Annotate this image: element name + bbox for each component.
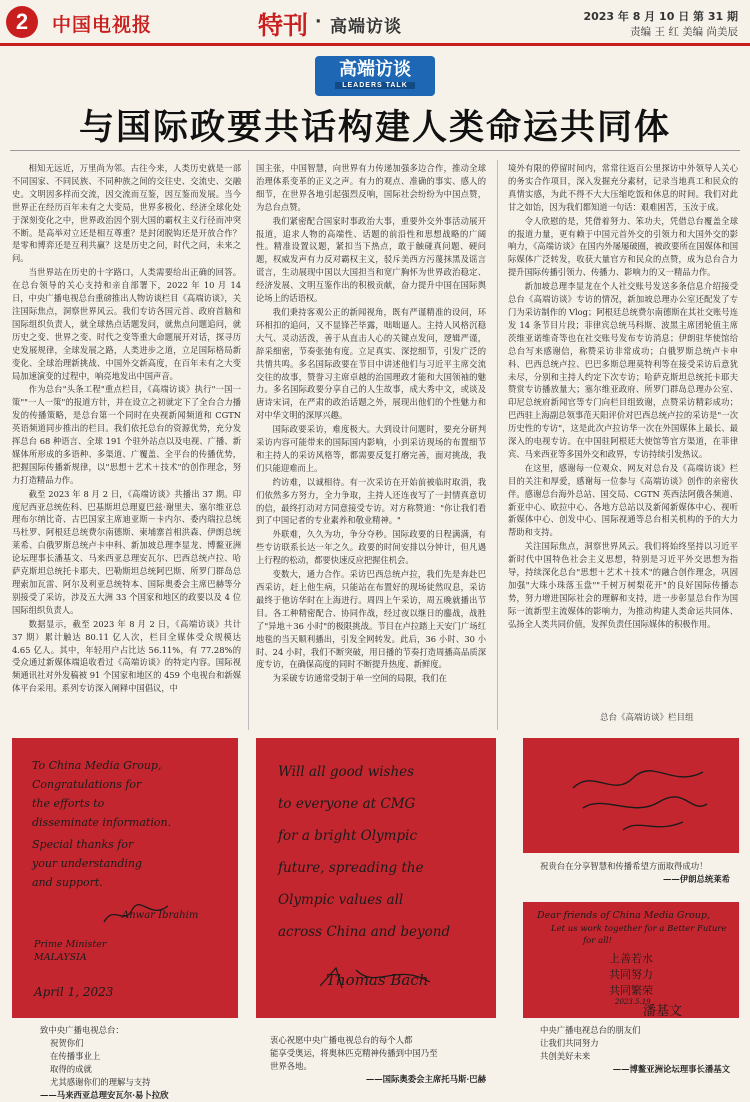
letter-line: Olympic values all xyxy=(278,892,404,908)
letter-line: Special thanks for xyxy=(32,838,134,851)
letter-line: the efforts to xyxy=(32,797,105,810)
chinese-line: 共同努力 xyxy=(609,968,653,981)
paragraph: 境外有限的停留时间内，常常往返百公里探访中外领导人关心的务实合作项目，深入发掘充分素材，记录当地真工和民众的真情实感，为此不得不大大压缩吃饭和休息的时间。我们对此甘之如饴，因为我们都知道一句话：艰难困苦，玉汝于成。 xyxy=(508,163,738,212)
signature-name: Anwar Ibrahim xyxy=(122,910,199,921)
paragraph: 外联难，久久为功，争分夺秒。国际政要的日程满满，有些专访联系长达一年之久。政要的时间安排以分钟计，但凡遇上行程的松动，都要快速反应把握住机会。 xyxy=(256,529,486,566)
letter-line: Congratulations for xyxy=(32,778,142,791)
caption-ban xyxy=(540,1024,740,1076)
paragraph: 相知无远近，万里尚为邻。古往今来，人类历史就是一部不同国家、不同民族、不同种族之间的交往史、交流史、交融史。文明因多样而交流，因交流而互鉴，因互鉴而发展。当今世界正在经历百年未有之大变局，世界多极化、经济全球化处于深刻变化之中，世界政治因个别大国的霸权主义行径而冲突不断。是高举对立还是相互尊重？是封闭脱钩还是开放合作？是零和博弈还是互利共赢？这是历史之问，时代之问，未来之问。 xyxy=(12,163,241,264)
paragraph: 令人欣慰的是，凭借着努力、笨功夫，凭借总台覆盖全球的报道力量，更有赖于中国元首外交的引领力和大国外交的影响力，《高端访谈》在国内外屡屡破圈，被政要所在国媒体和国际媒体广泛转发，收获大量官方和民众的点赞，成为总台合力提升国际传播引领力、传播力、影响力的又一精品力作。 xyxy=(508,215,738,278)
letter-line: and support. xyxy=(32,876,103,889)
article-column-1 xyxy=(12,162,241,730)
leaders-talk-banner xyxy=(315,56,435,96)
title-line: Prime Minister xyxy=(34,939,107,950)
chinese-line: 共同繁荣 xyxy=(609,984,653,997)
caption-line: 致中央广播电视总台： xyxy=(40,1025,124,1035)
column-divider xyxy=(497,160,498,730)
caption-line: 共创美好未来 xyxy=(540,1051,591,1061)
headline: 与国际政要共话构建人类命运共同体 xyxy=(78,107,671,148)
persian-inscription-scribble xyxy=(563,758,713,838)
paragraph: 变数大，通力合作。采访巴西总统卢拉，我们先是奔赴巴西采访，赶上他生病，只能站在布置好的现场徒然叹息，采访最终于他访华时在上海进行。周四上午采访，周五晚就播出节目。各工种精密配合、协同作战，经过夜以继日的鏖战，战胜了"异地＋36 小时"的极限挑战。节目在卢拉踏上天安门广场红地毯的当天顺利播出，引发全网转发。此后，36 小时、30 小时、24 小时，我们不断突破，用日播的节奏打造周播高品质深度专访，在确保高度的同时不断提升热度、新鲜度。 xyxy=(256,569,486,670)
letter-line: to everyone at CMG xyxy=(278,796,416,812)
paragraph: 数据显示，截至 2023 年 8 月 2 日，《高端访谈》共计 37 期）累计触达 80.11 亿人次，栏目全媒体受众规模达 4.65 亿人。其中，年轻用户占比达 56.11%，有 77.28%的受众通过新媒体端追收看过《高端访谈》的特定内容。国际视频通讯社对外发稿被 91 个国家和地区的 459 个电视台和新媒体平台采用。系列专访深入阐释中国倡议，中 xyxy=(12,618,241,694)
caption-line: 能享受奥运，将奥林匹克精神传播到中国乃至 xyxy=(270,1048,438,1058)
letter-thomas-bach xyxy=(256,738,496,1018)
paragraph: 作为总台"头条工程"重点栏目，《高端访谈》执行"一国一策""一人一策"的报道方针，并在设立之初就定下了全台合力播发的传播策略，是总台第一个同时在央视新闻频道和 CGTN 英语频道同步推出的栏目。我们依托总台的资源优势，充分发挥总台 68 种语言、全球 191 个驻外站点以及电视、广播、新媒体所形成的多语种、多渠道、广覆盖、全平台的传播优势，把握国际传播新规律，以"思想＋艺术＋技术"的创作理念，努力打造精品力作。 xyxy=(12,384,241,485)
paragraph: 国际政要采访，难度极大。大到设计问题时，要充分研判采访内容可能带来的国际国内影响，小到采访现场的布置细节和主持人的采访风格等，都需要反复打磨完善，面对挑战，我们只能迎难而上。 xyxy=(256,424,486,473)
letter-date: April 1, 2023 xyxy=(34,985,114,999)
caption-line: 祝贵台在分享智慧和传播希望方面取得成功！ xyxy=(540,861,708,871)
issue-date: 2023 年 8 月 10 日 第 31 期 xyxy=(583,10,738,23)
paragraph: 关注国际焦点，洞察世界风云。我们将始终坚持以习近平新时代中国特色社会主义思想，特别是习近平外交思想为指导，持续深化总台"思想＋艺术＋技术"的融合创作理念，巩固加强"大珠小珠落玉盘""千树万树梨花开"的良好国际传播态势，努力增进国际社会的理解和支持，进一步彰显总台作为国际一流新型主流媒体的影响力，为推动构建人类命运共同体、弘扬全人类共同价值，发挥负责任国际媒体的积极作用。 xyxy=(508,541,738,629)
letter-line: for a bright Olympic xyxy=(278,828,418,844)
caption-credit: ——国际奥委会主席托马斯·巴赫 xyxy=(365,1074,486,1084)
article-column-3 xyxy=(508,162,738,710)
paragraph: 当世界站在历史的十字路口，人类需要给出正确的回答。在总台领导的关心支持和亲自部署下，2022 年 10 月 14 日，中央广播电视总台重磅推出人物访谈栏目《高端访谈》，关注国际焦点，洞察世界风云。我们专访各国元首、政府首脑和国际组织负责人，就全球热点话题发问，就焦点问题追问，就历史之变、世界之变、时代之变等重大命题展开对话，探寻历史发展规律，全球发展之路，人类进步之道，立足国际格局新变化、全球治理新挑战、中国外交新高度，在百年未有之大变局加速演变的过程中，响亮地发出中国声音。 xyxy=(12,267,241,381)
letter-date: 2023.5.19 xyxy=(615,998,651,1006)
letter-line: your understanding xyxy=(32,857,143,870)
caption-line: 在传播事业上 xyxy=(50,1051,101,1061)
caption-line: 中央广播电视总台的朋友们 xyxy=(540,1025,641,1035)
signature-scribble xyxy=(102,898,172,928)
title-line: MALAYSIA xyxy=(34,952,87,963)
caption-bach xyxy=(270,1034,490,1086)
banner-title: 高端访谈 xyxy=(339,59,411,80)
caption-line: 取得的成就 xyxy=(50,1064,92,1074)
letter-line: across China and beyond xyxy=(278,924,451,940)
caption-line: 让我们共同努力 xyxy=(540,1038,599,1048)
paragraph: 截至 2023 年 8 月 2 日，《高端访谈》共播出 37 期。印度尼西亚总统佐科、巴基斯坦总理夏巴兹·谢里夫、塞尔维亚总理布尔纳比奇、古巴国家主席迪亚斯－卡内尔、委内瑞拉总统马杜罗、阿根廷总统费尔南德斯、柬埔寨首相洪森、伊朗总统莱希、白俄罗斯总统卢卡申科、新加坡总理李显龙、博鳌亚洲论坛理事长潘基文、马来西亚总理安瓦尔、巴西总统卢拉、哈萨克斯坦总统托卡耶夫、巴勒斯坦总统阿巴斯、所罗门群岛总理索加瓦雷、阿尔及利亚总统特本、国际奥委会主席巴赫等分别接受了采访，涉及五大洲 33 个国家和地区的政要以及 4 位国际组织负责人。 xyxy=(12,488,241,615)
letter-ban-ki-moon xyxy=(523,902,739,1018)
signature-name: 潘基文 xyxy=(643,1004,683,1018)
newspaper-logo: 中国电视报 xyxy=(52,14,153,36)
paragraph: 为采破专访通常受制于单一空间的局限，我们在 xyxy=(272,673,447,684)
chinese-line: 上善若水 xyxy=(609,952,653,965)
column-name: 高端访谈 xyxy=(330,17,402,37)
letter-line: To China Media Group, xyxy=(32,759,162,772)
letter-anwar-ibrahim xyxy=(12,738,238,1018)
special-edition-label: 特刊 xyxy=(258,11,309,40)
signature-name: Thomas Bach xyxy=(326,971,429,989)
caption-credit: ——博鳌亚洲论坛理事长潘基文 xyxy=(612,1064,730,1074)
masthead-rule xyxy=(0,43,750,46)
letter-raisi xyxy=(523,738,739,853)
caption-anwar xyxy=(40,1024,240,1102)
column-divider xyxy=(248,160,249,730)
signature-scribble xyxy=(316,960,436,994)
caption-line: 尤其感谢你们的理解与支持 xyxy=(50,1077,151,1087)
letter-line: for all! xyxy=(583,936,612,946)
paragraph: 新加坡总理李显龙在个人社交账号发送多条信息介绍接受总台《高端访谈》专访的情况，新加坡总理办公室还配发了专门为采访制作的 Vlog；阿根廷总统费尔南德斯在其社交账号连发 14 条节目片段；菲律宾总统马科斯、波黑主席团轮值主席茨维亚诺维奇等也在社交账号发布专访消息；伊朗驻华使馆给总台写来感谢信，称赞采访非常成功；白俄罗斯总统卢卡申科、巴西总统卢拉、巴巴多斯总理莫特利等在接受采访后意犹未尽，分别和主持人约定下次专访；哈萨克斯坦总统托卡耶夫赞赏专访播放量大；塞尔维亚政府、所罗门群岛总理办公室、印尼总统府新闻官等专门向栏目组致谢，点赞采访精彩成功；巴西驻上海副总领事范天阳评价对巴西总统卢拉的采访是"一次历史性的专访"，这是此次卢拉访华一次在外国媒体上最长、最深入的电视专访。在中国驻阿根廷大使馆等官方渠道，在菲律宾、马来西亚等多国外交和政界，专访持续引发热议。 xyxy=(508,281,738,459)
letter-line: Let us work together for a Better Future xyxy=(551,924,727,934)
paragraph: 我们秉持客观公正的新闻视角，既有严谨精准的设问，环环相扣的追问，又不显锋芒毕露，咄咄逼人。主持人风格沉稳大气、灵动活泼，善于从直击人心的关键点发问，逻辑严谨，辞采细密，节奏张弛有度。立足真实、深挖细节，引发广泛的共情共鸣。多名国际政要在节目中讲述他们与习近平主席交流交往的故事，赞誉习主席卓越的治国理政才能和大国领袖的魅力。多名国际政要分享自己的人生故事，成大秀中文，或谈及唐诗宋词，在严肃的政治话题之外，展现出他们的个性魅力和对中华文明的深厚兴趣。 xyxy=(256,306,486,421)
author-sign-off: 总台《高端访谈》栏目组 xyxy=(600,713,694,723)
letter-line: Will all good wishes xyxy=(278,764,415,780)
page-number: 2 xyxy=(6,6,38,38)
caption-credit: ——伊朗总统莱希 xyxy=(663,874,730,884)
caption-credit: ——马来西亚总理安瓦尔·易卜拉欣 xyxy=(40,1090,169,1100)
paragraph: 在这里，感谢每一位观众、网友对总台及《高端访谈》栏目的关注和厚爱，感谢每一位参与《高端访谈》创作的亲密伙伴。感谢总台海外总站、国交局、CGTN 英西法阿俄各频道、新亚中心、欧拉中心、各地方总站以及新闻新媒体中心、视听新媒体中心、创发中心、国际视通等总台相关机构的予的大力帮助和支持。 xyxy=(508,462,738,538)
masthead-separator: · xyxy=(315,12,322,32)
letter-line: future, spreading the xyxy=(278,860,424,876)
editors-credit: 责编 王 红 美编 尚美辰 xyxy=(630,26,738,38)
caption-line: 祝贺你们 xyxy=(50,1038,84,1048)
banner-subtitle: LEADERS TALK xyxy=(335,82,415,89)
caption-line: 衷心祝愿中央广播电视总台的每个人都 xyxy=(270,1035,413,1045)
caption-raisi xyxy=(540,860,740,886)
article-column-2 xyxy=(256,162,486,730)
letter-line: Dear friends of China Media Group, xyxy=(537,910,710,921)
headline-rule xyxy=(10,150,740,151)
letter-line: disseminate information. xyxy=(32,816,172,829)
paragraph: 我们紧密配合国家时事政治大事，重要外交外事活动展开报道，追求人物的高端性、话题的前沿性和思想战略的广阔性。精准设置议题，紧扣当下热点，敢于触碰真问题、硬问题，权威发声有力反对霸权主义，驳斥美西方污蔑抹黑及谣言谎言，生动展现中国以大国担当和宽广胸怀为世界政治稳定、经济发展、文明互鉴作出的积极贡献，奋力提升中国在国际舆论场上的话语权。 xyxy=(256,215,486,304)
paragraph: 国主张，中国智慧，向世界有力传递加强多边合作，推动全球治理体系变革的正义之声。有力的观点、准确的事实、感人的细节，在世界各地引起强烈反响，国际社会纷纷为中国点赞，为总台点赞。 xyxy=(256,163,486,212)
paragraph: 约访难，以诚相待。有一次采访在开始前被临时取消，我们依然多方努力，全力争取，主持人还连夜写了一封情真意切的信，最终打动对方同意接受专访。对方称赞道："你让我们看到了中国记者的专业素养和敬业精神。" xyxy=(256,476,486,526)
caption-line: 世界各地。 xyxy=(270,1061,312,1071)
